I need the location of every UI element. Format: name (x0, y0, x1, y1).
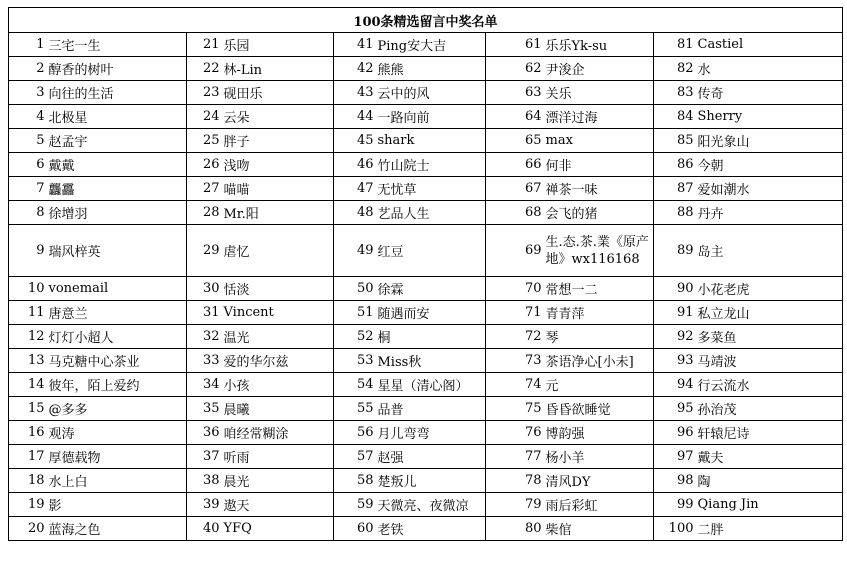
winner-number: 4 (9, 105, 47, 129)
winner-name: 轩辕尼诗 (696, 421, 843, 445)
winner-number: 16 (9, 421, 47, 445)
winner-number: 90 (654, 277, 696, 301)
winner-number: 98 (654, 469, 696, 493)
winner-number: 39 (187, 493, 222, 517)
winner-name: 水 (696, 57, 843, 81)
winner-number: 31 (187, 301, 222, 325)
winner-name: 云中的风 (376, 81, 486, 105)
winner-number: 15 (9, 397, 47, 421)
winner-number: 37 (187, 445, 222, 469)
winner-number: 76 (486, 421, 544, 445)
winner-number: 67 (486, 177, 544, 201)
winner-number: 32 (187, 325, 222, 349)
winner-number: 23 (187, 81, 222, 105)
table-row (9, 373, 843, 397)
winner-number: 82 (654, 57, 696, 81)
winner-name: 尹浚企 (544, 57, 654, 81)
winner-name: 影 (47, 493, 187, 517)
winner-number: 6 (9, 153, 47, 177)
winner-number: 1 (9, 33, 47, 57)
winner-name: 北极星 (47, 105, 187, 129)
winner-number: 78 (486, 469, 544, 493)
winner-name: YFQ (222, 517, 334, 541)
winner-number: 13 (9, 349, 47, 373)
winner-name: 水上白 (47, 469, 187, 493)
winner-number: 94 (654, 373, 696, 397)
winner-name: 听雨 (222, 445, 334, 469)
winner-name: 一路向前 (376, 105, 486, 129)
winner-name: 爱如潮水 (696, 177, 843, 201)
winner-number: 75 (486, 397, 544, 421)
winner-number: 53 (334, 349, 376, 373)
winner-number: 62 (486, 57, 544, 81)
winner-number: 26 (187, 153, 222, 177)
winner-name: 传奇 (696, 81, 843, 105)
winner-name: Qiang Jin (696, 493, 843, 517)
winner-name: 多菜鱼 (696, 325, 843, 349)
winner-number: 69 (486, 225, 544, 277)
winner-name: Miss秋 (376, 349, 486, 373)
winner-name: 生.态.茶.業《原产地》wx116168 (544, 225, 654, 277)
table-row (9, 81, 843, 105)
winner-number: 35 (187, 397, 222, 421)
table-row (9, 349, 843, 373)
winner-number: 9 (9, 225, 47, 277)
winner-name: 浅吻 (222, 153, 334, 177)
winner-number: 42 (334, 57, 376, 81)
winners-table (8, 7, 843, 541)
winner-number: 84 (654, 105, 696, 129)
table-row (9, 517, 843, 541)
winner-number: 97 (654, 445, 696, 469)
winner-name: 何非 (544, 153, 654, 177)
winner-name: 三宅一生 (47, 33, 187, 57)
winner-name: 唐意兰 (47, 301, 187, 325)
winner-name: 关乐 (544, 81, 654, 105)
winner-number: 71 (486, 301, 544, 325)
table-row (9, 201, 843, 225)
winner-number: 63 (486, 81, 544, 105)
winner-name: 青青萍 (544, 301, 654, 325)
table-row (9, 397, 843, 421)
winner-number: 25 (187, 129, 222, 153)
winner-number: 8 (9, 201, 47, 225)
winner-number: 19 (9, 493, 47, 517)
winner-name: 戴夫 (696, 445, 843, 469)
winner-name: 桐 (376, 325, 486, 349)
winner-name: 厚德载物 (47, 445, 187, 469)
winner-name: 禅茶一味 (544, 177, 654, 201)
winner-name: 彼年，陌上爱约 (47, 373, 187, 397)
winner-number: 33 (187, 349, 222, 373)
winner-name: 龘靐 (47, 177, 187, 201)
winner-number: 7 (9, 177, 47, 201)
table-row (9, 153, 843, 177)
winner-number: 20 (9, 517, 47, 541)
winner-number: 86 (654, 153, 696, 177)
winner-number: 66 (486, 153, 544, 177)
winner-number: 30 (187, 277, 222, 301)
winner-name: 私立龙山 (696, 301, 843, 325)
winner-name: 雨后彩虹 (544, 493, 654, 517)
winner-name: Vincent (222, 301, 334, 325)
winner-name: 乐乐Yk-su (544, 33, 654, 57)
winner-name: 熊熊 (376, 57, 486, 81)
winner-number: 64 (486, 105, 544, 129)
winner-number: 24 (187, 105, 222, 129)
winner-name: 遨天 (222, 493, 334, 517)
winner-name: 咱经常糊涂 (222, 421, 334, 445)
winner-number: 59 (334, 493, 376, 517)
winner-name: shark (376, 129, 486, 153)
winner-name: 乐园 (222, 33, 334, 57)
winner-name: 赵强 (376, 445, 486, 469)
winner-number: 81 (654, 33, 696, 57)
winner-number: 61 (486, 33, 544, 57)
winner-name: 恬淡 (222, 277, 334, 301)
winner-name: 清风DY (544, 469, 654, 493)
winner-name: 喵喵 (222, 177, 334, 201)
winner-name: 陶 (696, 469, 843, 493)
winner-name: Mr.阳 (222, 201, 334, 225)
winner-name: 向往的生活 (47, 81, 187, 105)
winner-name: 虐忆 (222, 225, 334, 277)
winner-number: 43 (334, 81, 376, 105)
winner-name: 云朵 (222, 105, 334, 129)
winner-name: 徐霖 (376, 277, 486, 301)
winner-number: 54 (334, 373, 376, 397)
table-row (9, 445, 843, 469)
winner-name: 醇香的树叶 (47, 57, 187, 81)
winner-name: 马靖波 (696, 349, 843, 373)
table-row (9, 105, 843, 129)
winner-name: 天微亮、夜微凉 (376, 493, 486, 517)
winner-name: 二胖 (696, 517, 843, 541)
winner-number: 50 (334, 277, 376, 301)
winner-number: 51 (334, 301, 376, 325)
winner-number: 92 (654, 325, 696, 349)
winner-name: 晨光 (222, 469, 334, 493)
winner-name: 温光 (222, 325, 334, 349)
winner-number: 48 (334, 201, 376, 225)
winner-name: 竹山院士 (376, 153, 486, 177)
table-row (9, 177, 843, 201)
winner-name: 艺品人生 (376, 201, 486, 225)
winner-name: 随遇而安 (376, 301, 486, 325)
winner-name: 红豆 (376, 225, 486, 277)
winner-name: 胖子 (222, 129, 334, 153)
winner-number: 68 (486, 201, 544, 225)
winner-number: 91 (654, 301, 696, 325)
winner-name: 马克糖中心茶业 (47, 349, 187, 373)
table-row (9, 325, 843, 349)
winner-name: 今朝 (696, 153, 843, 177)
table-row (9, 225, 843, 277)
winner-number: 22 (187, 57, 222, 81)
winner-name: 杨小羊 (544, 445, 654, 469)
winner-name: 月儿弯弯 (376, 421, 486, 445)
winner-name: 瑞风梓英 (47, 225, 187, 277)
winner-number: 5 (9, 129, 47, 153)
winner-number: 27 (187, 177, 222, 201)
winner-number: 60 (334, 517, 376, 541)
winner-number: 41 (334, 33, 376, 57)
winner-number: 17 (9, 445, 47, 469)
winner-number: 65 (486, 129, 544, 153)
winner-number: 29 (187, 225, 222, 277)
winner-number: 46 (334, 153, 376, 177)
winner-number: 83 (654, 81, 696, 105)
winner-name: Castiel (696, 33, 843, 57)
winner-number: 93 (654, 349, 696, 373)
table-row (9, 469, 843, 493)
winner-number: 72 (486, 325, 544, 349)
winner-name: 昏昏欲睡觉 (544, 397, 654, 421)
winner-name: 柴倌 (544, 517, 654, 541)
winner-name: 小孩 (222, 373, 334, 397)
winner-name: 品普 (376, 397, 486, 421)
winner-name: 小花老虎 (696, 277, 843, 301)
winner-number: 38 (187, 469, 222, 493)
winner-number: 79 (486, 493, 544, 517)
winner-name: Ping安大吉 (376, 33, 486, 57)
winner-number: 12 (9, 325, 47, 349)
winner-name: 星星（清心阁） (376, 373, 486, 397)
table-row (9, 57, 843, 81)
winner-name: vonemail (47, 277, 187, 301)
winner-number: 73 (486, 349, 544, 373)
winner-number: 47 (334, 177, 376, 201)
winner-number: 10 (9, 277, 47, 301)
table-row (9, 129, 843, 153)
winner-name: 灯灯小超人 (47, 325, 187, 349)
winner-name: 蓝海之色 (47, 517, 187, 541)
table-row (9, 421, 843, 445)
winner-name: max (544, 129, 654, 153)
winner-number: 18 (9, 469, 47, 493)
winner-number: 40 (187, 517, 222, 541)
winner-number: 99 (654, 493, 696, 517)
winner-number: 11 (9, 301, 47, 325)
winner-name: 行云流水 (696, 373, 843, 397)
winner-name: 林-Lin (222, 57, 334, 81)
winner-number: 85 (654, 129, 696, 153)
table-row (9, 277, 843, 301)
winner-name: 茶语净心[小未] (544, 349, 654, 373)
table-row (9, 33, 843, 57)
winner-number: 74 (486, 373, 544, 397)
winner-name: Sherry (696, 105, 843, 129)
winner-number: 89 (654, 225, 696, 277)
winner-name: 晨曦 (222, 397, 334, 421)
winner-number: 52 (334, 325, 376, 349)
winner-number: 95 (654, 397, 696, 421)
winner-number: 14 (9, 373, 47, 397)
winner-number: 45 (334, 129, 376, 153)
winner-name: 砚田乐 (222, 81, 334, 105)
winner-number: 28 (187, 201, 222, 225)
winner-number: 70 (486, 277, 544, 301)
winner-number: 44 (334, 105, 376, 129)
winner-name: 观涛 (47, 421, 187, 445)
winner-number: 2 (9, 57, 47, 81)
winner-number: 56 (334, 421, 376, 445)
winner-number: 80 (486, 517, 544, 541)
winner-number: 58 (334, 469, 376, 493)
winner-name: 戴戴 (47, 153, 187, 177)
winner-number: 100 (654, 517, 696, 541)
winner-number: 57 (334, 445, 376, 469)
winner-number: 3 (9, 81, 47, 105)
winner-name: @多多 (47, 397, 187, 421)
winner-number: 36 (187, 421, 222, 445)
winner-name: 博韵强 (544, 421, 654, 445)
winner-name: 阳光象山 (696, 129, 843, 153)
winner-name: 楚叛儿 (376, 469, 486, 493)
winner-name: 琴 (544, 325, 654, 349)
winner-number: 96 (654, 421, 696, 445)
winner-number: 88 (654, 201, 696, 225)
winner-number: 49 (334, 225, 376, 277)
winner-name: 爱的华尔兹 (222, 349, 334, 373)
winner-name: 漂洋过海 (544, 105, 654, 129)
winner-number: 87 (654, 177, 696, 201)
winner-name: 丹卉 (696, 201, 843, 225)
winner-name: 孙治茂 (696, 397, 843, 421)
winner-number: 55 (334, 397, 376, 421)
winner-name: 徐增羽 (47, 201, 187, 225)
winner-name: 无忧草 (376, 177, 486, 201)
winner-number: 34 (187, 373, 222, 397)
winner-name: 老铁 (376, 517, 486, 541)
winner-name: 元 (544, 373, 654, 397)
table-row (9, 493, 843, 517)
winner-name: 常想一二 (544, 277, 654, 301)
table-row (9, 301, 843, 325)
winner-name: 岛主 (696, 225, 843, 277)
winner-number: 21 (187, 33, 222, 57)
winner-name: 会飞的猪 (544, 201, 654, 225)
table-title: 100条精选留言中奖名单 (9, 8, 843, 33)
winner-number: 77 (486, 445, 544, 469)
winner-name: 赵孟宇 (47, 129, 187, 153)
